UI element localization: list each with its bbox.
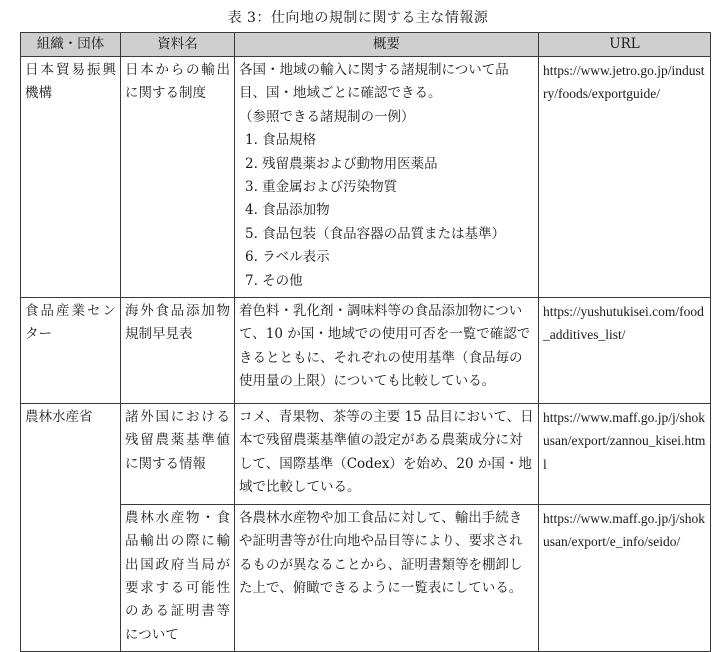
list-item: 4. 食品添加物 — [245, 202, 330, 219]
header-doc: 資料名 — [121, 33, 235, 57]
org-cell: 日本貿易振興機構 — [21, 57, 121, 298]
list-item: 7. その他 — [245, 272, 303, 289]
doc-cell: 海外食品添加物規制早見表 — [121, 298, 235, 404]
table-caption: 表 3：仕向地の規制に関する主な情報源 — [227, 10, 489, 26]
org-cell: 食品産業センター — [21, 298, 121, 404]
list-item: 1. 食品規格 — [245, 132, 317, 149]
table-header-row — [21, 33, 711, 57]
list-item: 6. ラベル表示 — [245, 249, 330, 266]
info-sources-table — [20, 32, 711, 652]
summary-cell: コメ、青果物、茶等の主要 15 品目において、日本で残留農薬基準値の設定がある農薬成分に対して、国際基準（Codex）を始め、20 か国・地域で比較している。 — [235, 404, 539, 505]
summary-subheading: （参照できる諸規制の一例） — [239, 108, 415, 125]
summary-cell: 着色料・乳化剤・調味料等の食品添加物について、10 か国・地域での使用可否を一覧で確認できるとともに、それぞれの使用基準（食品毎の使用量の上限）についても比較している。 — [235, 298, 539, 404]
url-cell: https://www.maff.go.jp/j/shokusan/export/zannou_kisei.html — [539, 404, 711, 505]
list-item: 2. 残留農薬および動物用医薬品 — [245, 155, 438, 172]
regulation-list — [239, 129, 534, 293]
summary-text: 各国・地域の輸入に関する諸規制について品目、国・地域ごとに確認できる。 — [239, 62, 509, 102]
list-item: 3. 重金属および汚染物質 — [245, 179, 398, 196]
url-cell: https://www.jetro.go.jp/industry/foods/exportguide/ — [539, 57, 711, 298]
table-row — [21, 298, 711, 404]
url-cell: https://www.maff.go.jp/j/shokusan/export/e_info/seido/ — [539, 504, 711, 651]
list-item: 5. 食品包装（食品容器の品質または基準） — [245, 225, 506, 242]
doc-cell: 諸外国における残留農薬基準値に関する情報 — [121, 404, 235, 505]
table-row — [21, 504, 711, 651]
doc-cell: 農林水産物・食品輸出の際に輸出国政府当局が要求する可能性のある証明書等について — [121, 504, 235, 651]
table-row — [21, 404, 711, 505]
summary-cell — [235, 57, 539, 298]
table-row — [21, 57, 711, 298]
header-url: URL — [539, 33, 711, 57]
summary-cell: 各農林水産物や加工食品に対して、輸出手続きや証明書等が仕向地や品目等により、要求されるものが異なることから、証明書類等を棚卸した上で、俯瞰できるように一覧表にしている。 — [235, 504, 539, 651]
doc-cell: 日本からの輸出に関する制度 — [121, 57, 235, 298]
header-summary: 概要 — [235, 33, 539, 57]
header-org: 組織・団体 — [21, 33, 121, 57]
org-cell: 農林水産省 — [21, 404, 121, 652]
url-cell: https://yushutukisei.com/food_additives_list/ — [539, 298, 711, 404]
